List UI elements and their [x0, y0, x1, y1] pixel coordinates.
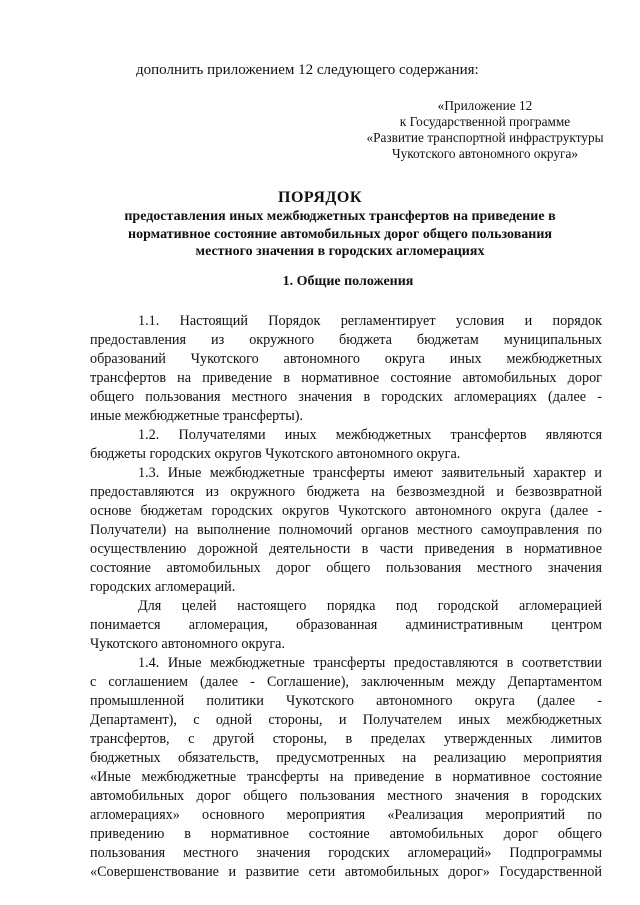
document-subtitle — [90, 208, 590, 261]
body-text-line: общего пользования местного значения в городских агломерациях (далее - — [90, 389, 602, 405]
body-text-line: 1.3. Иные межбюджетные трансферты имеют заявительный характер и — [138, 465, 602, 481]
body-text-line: «Иные межбюджетные трансферты на приведение в нормативное состояние — [90, 769, 602, 785]
body-text-line: 1.4. Иные межбюджетные трансферты предоставляются в соответствии — [138, 655, 602, 671]
document-title: ПОРЯДОК — [278, 189, 362, 206]
body-text-line: «Совершенствование и развитие сети автомобильных дорог» Государственной — [90, 864, 602, 880]
body-text-line: Получатели) на выполнение полномочий органов местного самоуправления по — [90, 522, 602, 538]
body-text-line: осуществлению дорожной деятельности в части приведения в нормативное — [90, 541, 602, 557]
appendix-line: «Развитие транспортной инфраструктуры — [366, 130, 604, 145]
body-text-line: 1.2. Получателями иных межбюджетных трансфертов являются — [138, 427, 602, 443]
body-text-line: трансфертов, с другой стороны, в пределах утвержденных лимитов — [90, 731, 602, 747]
body-text-line: бюджеты городских округов Чукотского автономного округа. — [90, 446, 461, 462]
subtitle-line: местного значения в городских агломерациях — [195, 244, 485, 259]
section-heading: 1. Общие положения — [282, 274, 414, 289]
appendix-line: «Приложение 12 — [437, 98, 533, 113]
appendix-line: к Государственной программе — [399, 114, 571, 129]
body-text-line: трансфертов на приведение в нормативное состояние автомобильных дорог — [90, 370, 602, 386]
appendix-reference — [350, 98, 620, 162]
body-text-line: предоставляются из окружного бюджета на безвозмездной и безвозвратной — [90, 484, 602, 500]
body-text-line: приведению в нормативное состояние автомобильных дорог общего — [90, 826, 602, 842]
body-text-line: бюджетных обязательств, предусмотренных на реализацию мероприятия — [90, 750, 602, 766]
body-text-line: с соглашением (далее - Соглашение), заключенным между Департаментом — [90, 674, 602, 690]
body-text-line: образований Чукотского автономного округа иных межбюджетных — [90, 351, 602, 367]
appendix-line: Чукотского автономного округа» — [391, 146, 579, 161]
body-text-line: Для целей настоящего порядка под городской агломерацией — [138, 598, 602, 614]
body-text-line: 1.1. Настоящий Порядок регламентирует условия и порядок — [138, 313, 602, 329]
document-body — [90, 312, 602, 882]
body-text-line: Чукотского автономного округа. — [90, 636, 286, 652]
body-text-line: понимается агломерация, образованная административным центром — [90, 617, 602, 633]
body-text-line: промышленной политики Чукотского автономного округа (далее - — [90, 693, 602, 709]
subtitle-line: предоставления иных межбюджетных трансфертов на приведение в — [124, 209, 556, 224]
body-text-line: иные межбюджетные трансферты). — [90, 408, 304, 424]
body-text-line: агломерациях» основного мероприятия «Реализация мероприятий по — [90, 807, 602, 823]
body-text-line: состояние автомобильных дорог общего пользования местного значения — [90, 560, 602, 576]
body-text-line: автомобильных дорог общего пользования местного значения в городских — [90, 788, 602, 804]
body-text-line: городских агломераций. — [90, 579, 236, 595]
body-text-line: основе бюджетам городских округов Чукотского автономного округа (далее - — [90, 503, 602, 519]
body-text-line: Департамент), с одной стороны, и Получателем иных межбюджетных — [90, 712, 602, 728]
intro-text: дополнить приложением 12 следующего содержания: — [136, 62, 479, 78]
subtitle-line: нормативное состояние автомобильных дорог общего пользования — [128, 226, 552, 242]
body-text-line: предоставления из окружного бюджета бюджетам муниципальных — [90, 332, 602, 348]
body-text-line: пользования местного значения городских агломераций» Подпрограммы — [90, 845, 602, 861]
